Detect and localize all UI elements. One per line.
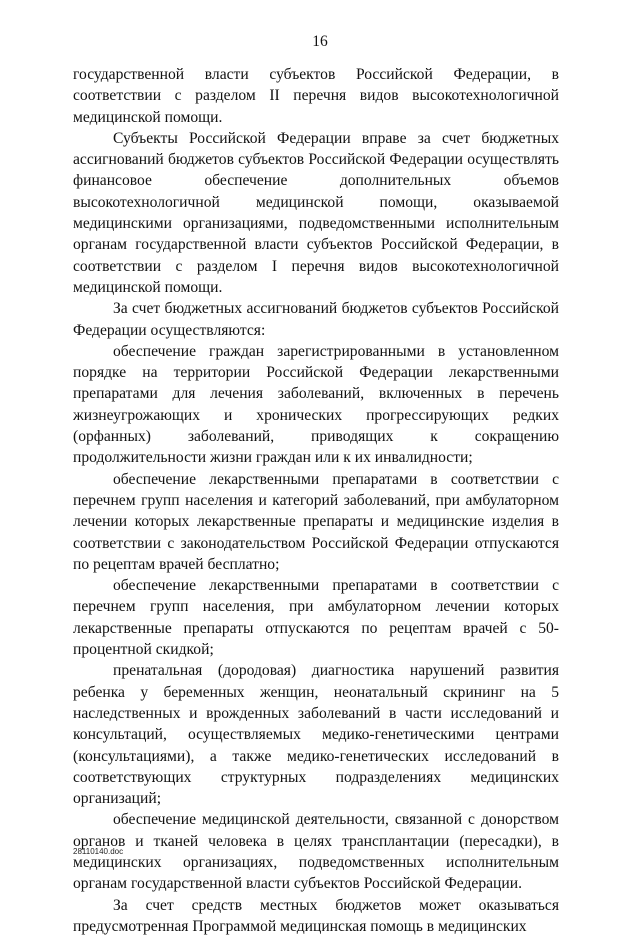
page-number: 16 xyxy=(312,33,328,50)
document-filename: 28110140.doc xyxy=(73,847,124,856)
paragraph-continuation: государственной власти субъектов Российской Федерации, в соответствии с разделом II перечня видов высокотехнологичной медицинской помощи. xyxy=(73,66,559,126)
list-item: пренатальная (дородовая) диагностика нарушений развития ребенка у беременных женщин, неонатальный скрининг на 5 наследственных и врожденных заболеваний в части исследований и консультаций, осуществляемых медико-генетическими центрами (консультациями), а также медико-генетических исследований в соответствующих структурных подразделениях медицинских организаций; xyxy=(73,662,559,808)
list-item: обеспечение граждан зарегистрированными в установленном порядке на территории Российской Федерации лекарственными препаратами для лечения заболеваний, включенных в перечень жизнеугрожающих и хронических прогрессирующих редких (орфанных) заболеваний, приводящих к сокращению продолжительности жизни граждан или к их инвалидности; xyxy=(73,342,559,467)
paragraph: За счет бюджетных ассигнований бюджетов субъектов Российской Федерации осуществляются: xyxy=(73,300,559,339)
list-item: обеспечение медицинской деятельности, связанной с донорством органов и тканей человека в целях трансплантации (пересадки), в медицинских организациях, подведомственных исполнительным органам государственной власти субъектов Российской Федерации. xyxy=(73,811,559,893)
list-item: обеспечение лекарственными препаратами в соответствии с перечнем групп населения и категорий заболеваний, при амбулаторном лечении которых лекарственные препараты и медицинские изделия в соответствии с законодательством Российской Федерации отпускаются по рецептам врачей бесплатно; xyxy=(73,470,559,573)
document-body xyxy=(73,64,559,937)
paragraph: За счет средств местных бюджетов может оказываться предусмотренная Программой медицинская помощь в медицинских xyxy=(73,896,559,935)
paragraph: Субъекты Российской Федерации вправе за счет бюджетных ассигнований бюджетов субъектов Российской Федерации осуществлять финансовое обеспечение дополнительных объемов высокотехнологичной медицинской помощи, оказываемой медицинскими организациями, подведомственными исполнительным органам государственной власти субъектов Российской Федерации, в соответствии с разделом I перечня видов высокотехнологичной медицинской помощи. xyxy=(73,129,559,296)
list-item: обеспечение лекарственными препаратами в соответствии с перечнем групп населения, при амбулаторном лечении которых лекарственные препараты отпускаются по рецептам врачей с 50-процентной скидкой; xyxy=(73,577,559,659)
